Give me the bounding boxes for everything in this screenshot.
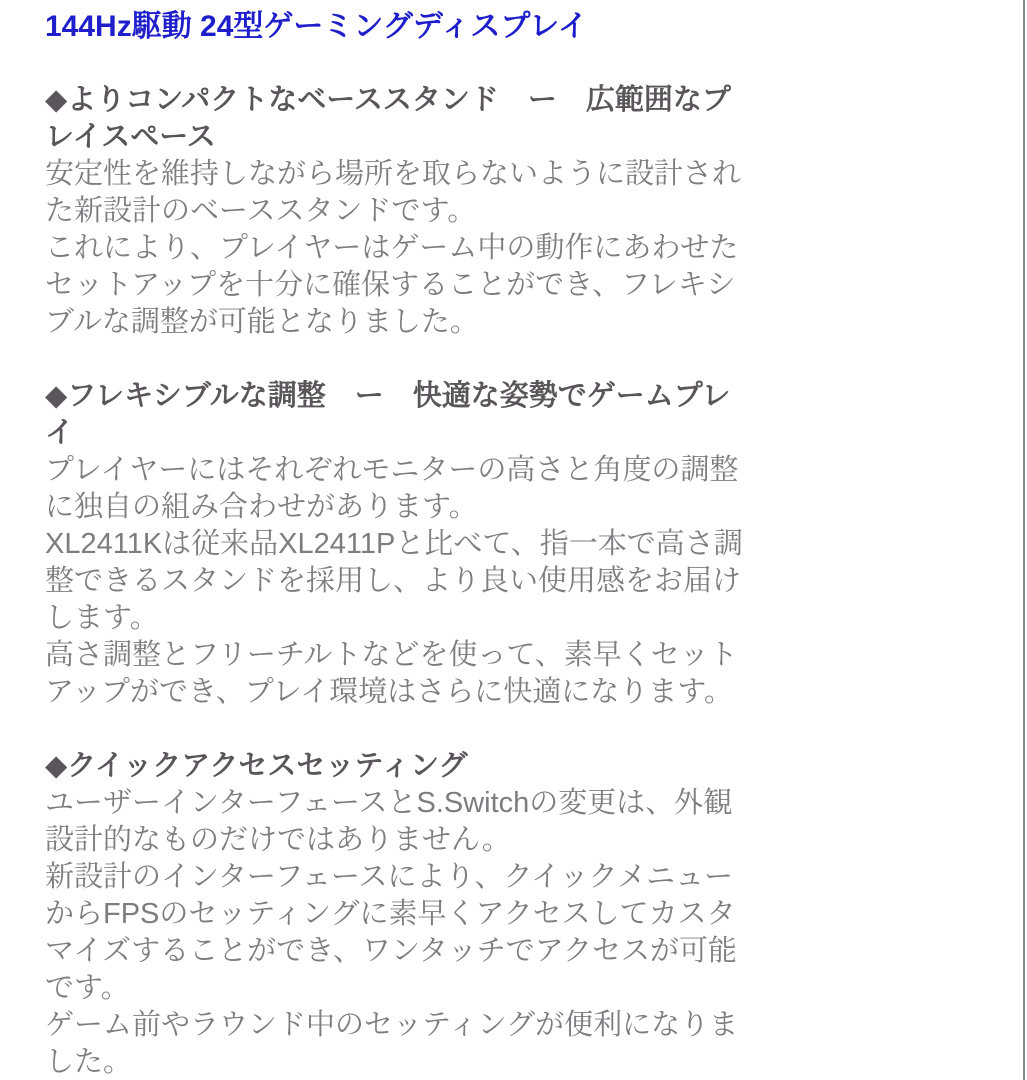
paragraph: 新設計のインターフェースにより、クイックメニューからFPSのセッティングに素早くアクセスしてカスタマイズすることができ、ワンタッチでアクセスが可能です。 [45, 861, 737, 1004]
section-heading: ◆クイックアクセスセッティング [45, 750, 468, 782]
page-title: 144Hz駆動 24型ゲーミングディスプレイ [45, 10, 588, 43]
paragraph: ユーザーインターフェースとS.Switchの変更は、外観設計的なものだけではありません。 [45, 787, 733, 856]
section-quick-access [45, 748, 751, 1080]
paragraph: プレイヤーにはそれぞれモニターの高さと角度の調整に独自の組み合わせがあります。 [45, 454, 739, 523]
section-heading: ◆よりコンパクトなベーススタンド ー 広範囲なプレイスペース [45, 84, 731, 153]
section-flexible-adjustment [45, 378, 751, 711]
description-content [45, 8, 751, 1080]
section-heading: ◆フレキシブルな調整 ー 快適な姿勢でゲームプレイ [45, 380, 731, 449]
section-base-stand [45, 82, 751, 341]
page-right-border [1023, 0, 1025, 1080]
paragraph: これにより、プレイヤーはゲーム中の動作にあわせたセットアップを十分に確保することができ、フレキシブルな調整が可能となりました。 [45, 232, 739, 338]
paragraph: XL2411Kは従来品XL2411Pと比べて、指一本で高さ調整できるスタンドを採用し、より良い使用感をお届けします。 [45, 528, 743, 634]
paragraph: 安定性を維持しながら場所を取らないように設計された新設計のベーススタンドです。 [45, 158, 742, 227]
paragraph: ゲーム前やラウンド中のセッティングが便利になりました。 [45, 1009, 739, 1078]
paragraph: 高さ調整とフリーチルトなどを使って、素早くセットアップができ、プレイ環境はさらに快適になります。 [45, 639, 738, 708]
